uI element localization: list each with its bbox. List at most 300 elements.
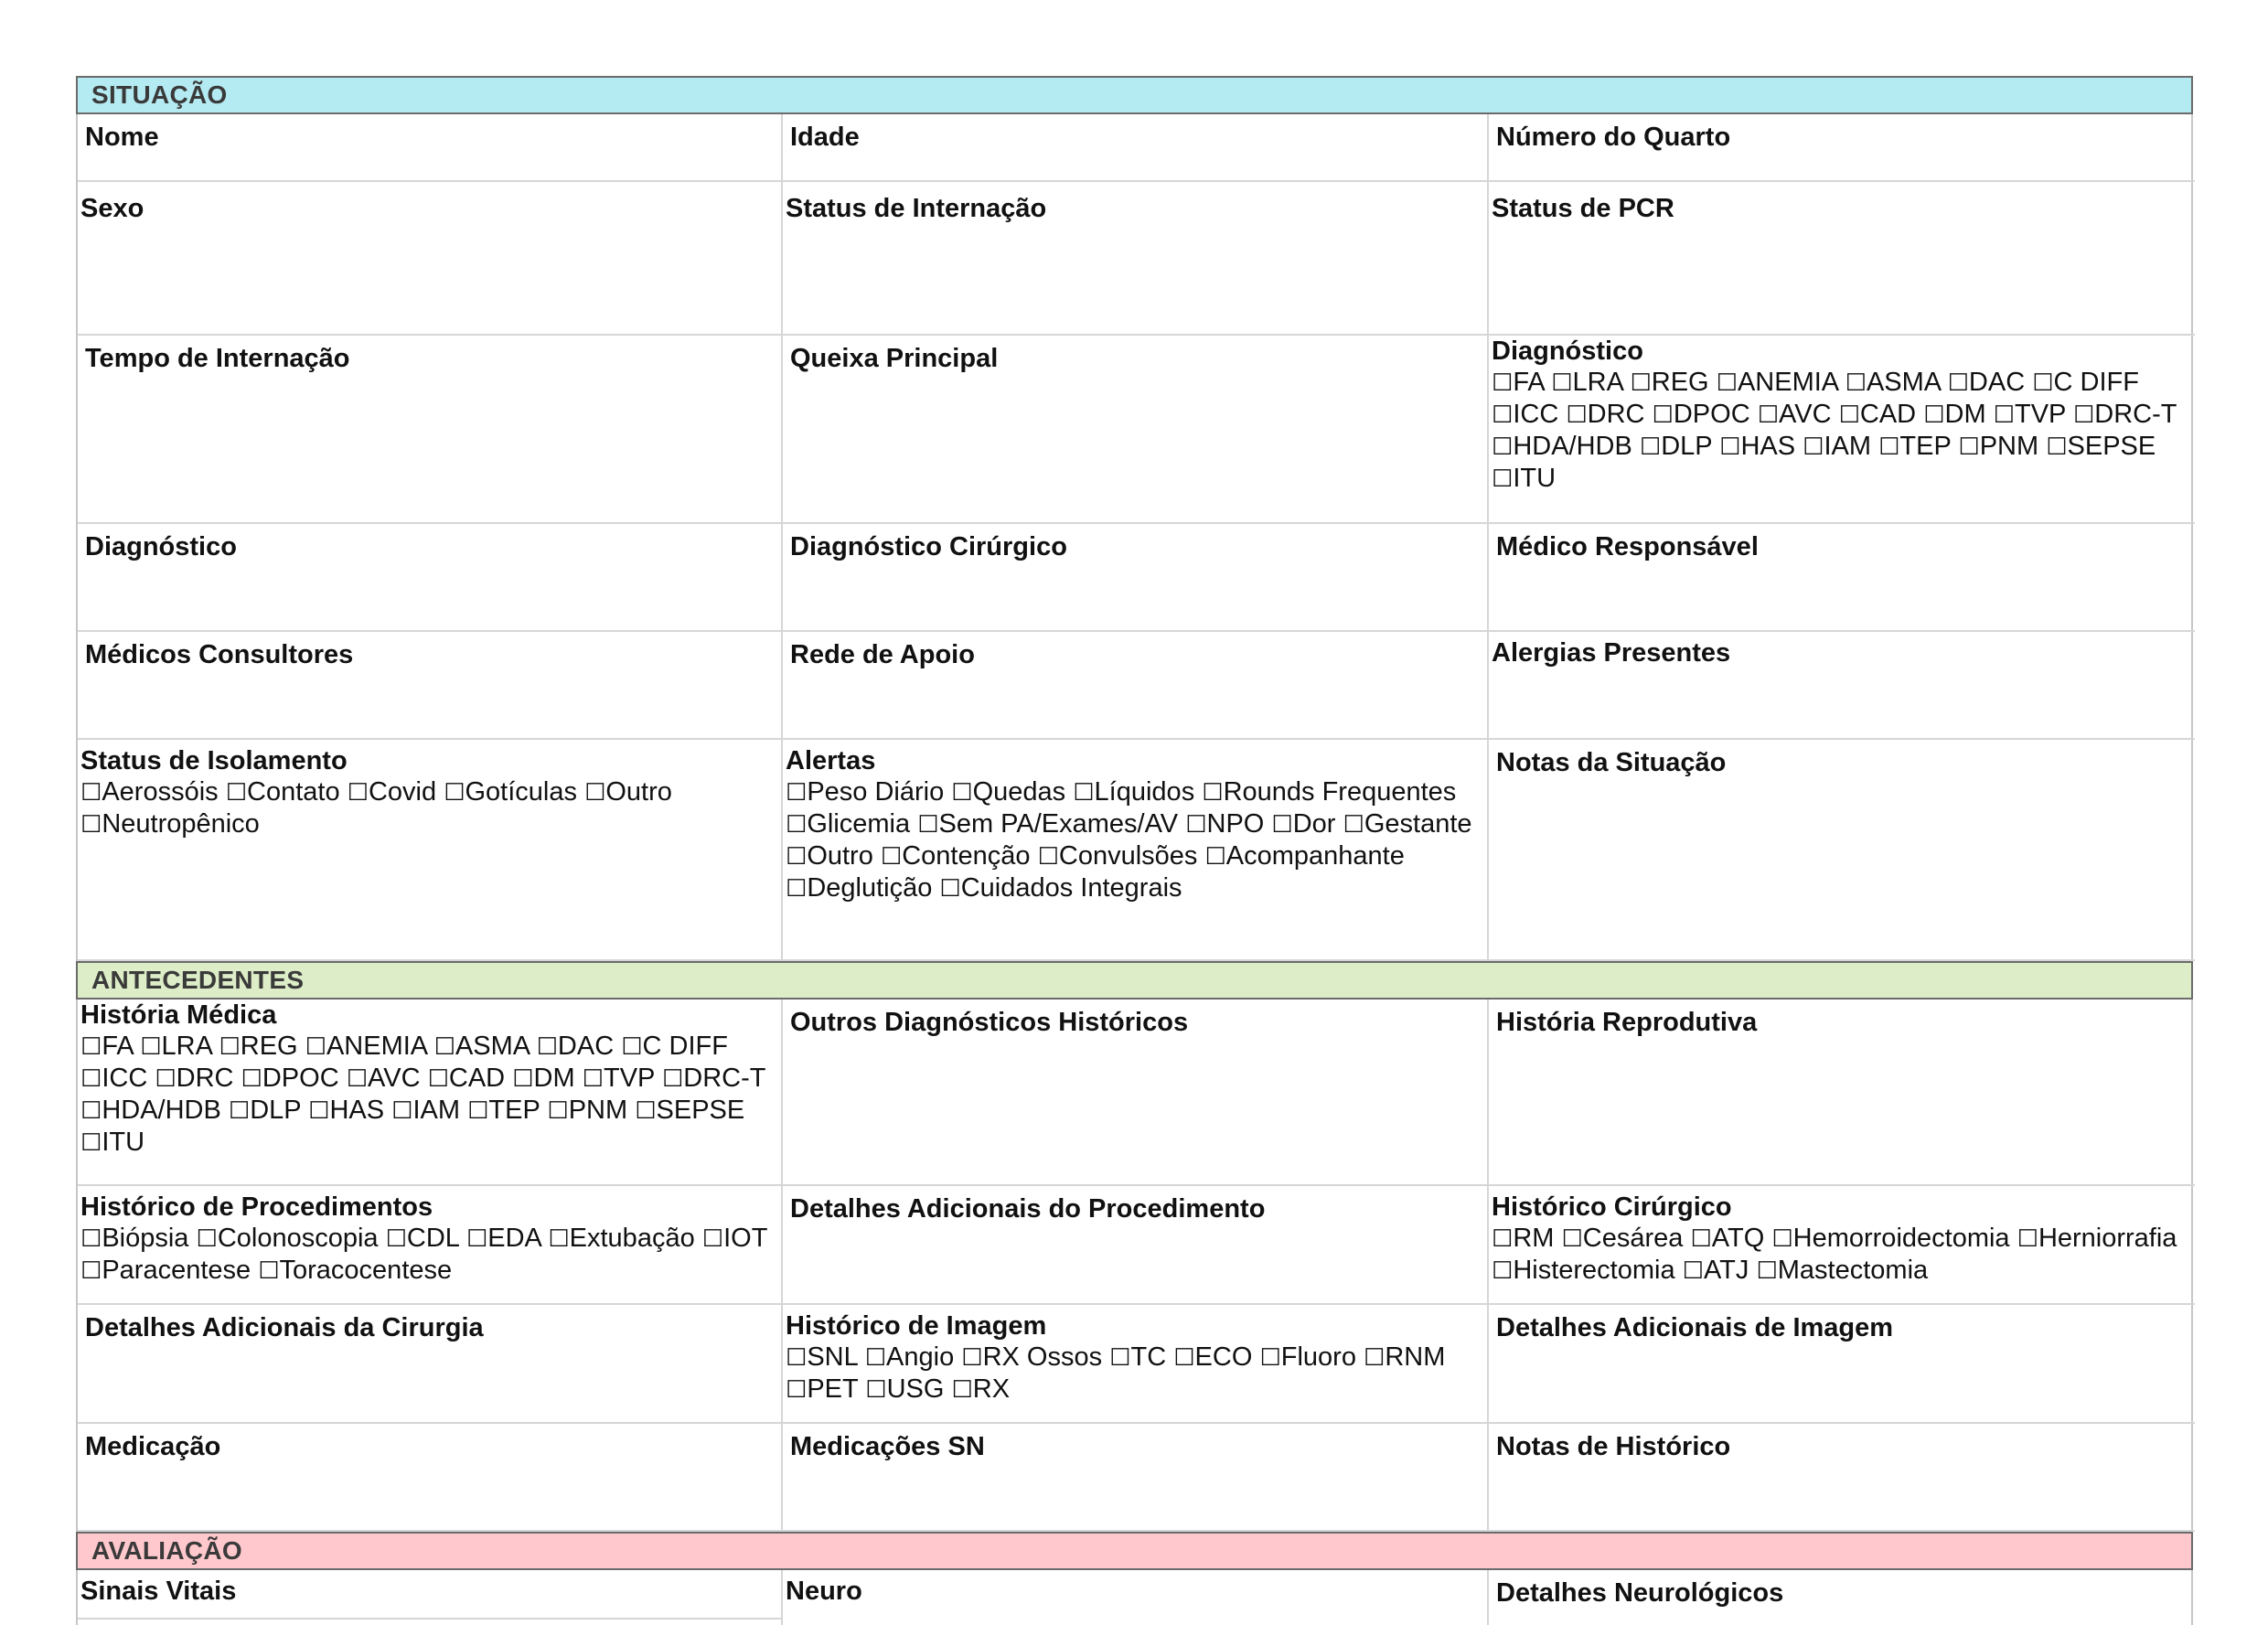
checkbox-option[interactable] <box>219 1032 297 1061</box>
section-antecedentes-header: ANTECEDENTES <box>76 961 2193 1000</box>
checkbox-icon[interactable]: ☐ <box>786 779 808 807</box>
checkbox-option[interactable] <box>2032 368 2139 397</box>
checkbox-icon[interactable]: ☐ <box>80 1097 102 1125</box>
checkbox-label: CAD <box>1859 400 1917 429</box>
label-notas-situacao: Notas da Situação <box>1496 748 1727 777</box>
checkbox-option[interactable] <box>786 841 873 871</box>
situacao-grid <box>76 114 2193 961</box>
checkbox-label: Convulsões <box>1058 841 1198 871</box>
checkbox-icon[interactable]: ☐ <box>346 1065 369 1093</box>
checkbox-icon[interactable]: ☐ <box>584 779 606 807</box>
checkbox-option[interactable] <box>951 1374 1010 1404</box>
checkbox-option[interactable] <box>140 1032 211 1061</box>
checkbox-option[interactable] <box>1185 809 1264 839</box>
checkbox-icon[interactable]: ☐ <box>1947 369 1969 397</box>
checkbox-icon[interactable]: ☐ <box>635 1097 657 1125</box>
checkbox-label: Toracocentese <box>279 1256 453 1285</box>
checkbox-icon[interactable]: ☐ <box>1561 1225 1583 1253</box>
label-cirurgico: Histórico Cirúrgico <box>1492 1192 1732 1222</box>
checkbox-label: LRA <box>1572 368 1623 397</box>
checkbox-label: Acompanhante <box>1225 841 1405 871</box>
checkbox-icon[interactable]: ☐ <box>1492 369 1514 397</box>
checkbox-option[interactable] <box>1073 777 1194 807</box>
checkbox-icon[interactable]: ☐ <box>228 1097 251 1125</box>
checkbox-icon[interactable]: ☐ <box>786 1376 808 1404</box>
checkbox-label: Aerossóis <box>102 777 219 807</box>
checkbox-label: IOT <box>723 1224 767 1253</box>
checkbox-icon[interactable]: ☐ <box>961 1344 983 1372</box>
label-sinais-vitais: Sinais Vitais <box>80 1577 237 1606</box>
checkbox-option[interactable] <box>2046 432 2156 461</box>
checkbox-option[interactable] <box>348 777 436 807</box>
checkbox-option[interactable] <box>1364 1342 1445 1372</box>
checkbox-icon[interactable]: ☐ <box>1037 843 1059 871</box>
checkbox-option[interactable] <box>583 1064 655 1093</box>
checkbox-icon[interactable]: ☐ <box>1838 401 1860 429</box>
checkbox-option[interactable] <box>1683 1256 1749 1285</box>
imagem-options <box>786 1342 1480 1406</box>
checkbox-icon[interactable]: ☐ <box>140 1033 162 1061</box>
checkbox-option[interactable] <box>229 1096 301 1125</box>
checkbox-icon[interactable]: ☐ <box>305 1033 326 1061</box>
checkbox-label: CDL <box>406 1224 459 1253</box>
label-med-sn: Medicações SN <box>790 1432 985 1461</box>
cell-idade[interactable] <box>783 114 1489 182</box>
checkbox-option[interactable] <box>951 777 1065 807</box>
checkbox-icon[interactable]: ☐ <box>1185 811 1207 839</box>
checkbox-option[interactable] <box>786 873 932 903</box>
checkbox-option[interactable] <box>1173 1342 1252 1372</box>
checkbox-option[interactable] <box>1109 1342 1166 1372</box>
checkbox-option[interactable] <box>80 1128 144 1157</box>
checkbox-option[interactable] <box>428 1064 506 1093</box>
checkbox-label: SNL <box>807 1342 858 1372</box>
checkbox-option[interactable] <box>512 1064 574 1093</box>
checkbox-icon[interactable]: ☐ <box>155 1065 177 1093</box>
cell-medicos-consult[interactable] <box>78 632 783 740</box>
checkbox-option[interactable] <box>881 841 1031 871</box>
checkbox-icon[interactable]: ☐ <box>1719 433 1741 461</box>
cell-proc-detalhes[interactable] <box>783 1186 1489 1305</box>
checkbox-label: ASMA <box>1866 368 1941 397</box>
checkbox-option[interactable] <box>702 1224 767 1253</box>
diagnostico-options <box>1492 367 2188 495</box>
checkbox-label: Glicemia <box>807 809 911 839</box>
checkbox-label: Peso Diário <box>807 777 945 807</box>
checkbox-icon[interactable]: ☐ <box>621 1033 643 1061</box>
checkbox-icon[interactable]: ☐ <box>1109 1344 1131 1372</box>
cell-outros-diag[interactable] <box>783 1000 1489 1186</box>
cell-cirurgico <box>1489 1186 2195 1305</box>
checkbox-label: LRA <box>161 1032 212 1061</box>
checkbox-option[interactable] <box>1994 400 2066 429</box>
checkbox-icon[interactable]: ☐ <box>1923 401 1945 429</box>
checkbox-label: Cesárea <box>1582 1224 1684 1253</box>
checkbox-option[interactable] <box>1566 400 1644 429</box>
cell-cir-detalhes[interactable] <box>78 1305 783 1424</box>
checkbox-icon[interactable]: ☐ <box>1630 369 1652 397</box>
checkbox-label: SEPSE <box>656 1096 745 1125</box>
checkbox-option[interactable] <box>939 873 1182 903</box>
checkbox-option[interactable] <box>241 1064 339 1093</box>
label-medicacao: Medicação <box>85 1432 221 1461</box>
checkbox-icon[interactable]: ☐ <box>786 811 808 839</box>
checkbox-option[interactable] <box>347 1064 421 1093</box>
checkbox-icon[interactable]: ☐ <box>786 875 808 903</box>
checkbox-option[interactable] <box>226 777 340 807</box>
checkbox-icon[interactable]: ☐ <box>1845 369 1867 397</box>
checkbox-label: Angio <box>886 1342 955 1372</box>
checkbox-option[interactable] <box>434 1032 530 1061</box>
checkbox-label: ASMA <box>455 1032 530 1061</box>
checkbox-label: USG <box>886 1374 945 1404</box>
checkbox-icon[interactable]: ☐ <box>786 1344 808 1372</box>
checkbox-label: TVP <box>603 1064 655 1093</box>
checkbox-option[interactable] <box>1803 432 1871 461</box>
checkbox-option[interactable] <box>1758 400 1832 429</box>
checkbox-label: Biópsia <box>102 1224 189 1253</box>
checkbox-label: TEP <box>1899 432 1952 461</box>
checkbox-icon[interactable]: ☐ <box>1639 433 1662 461</box>
checkbox-icon[interactable]: ☐ <box>582 1065 604 1093</box>
checkbox-label: Outro <box>807 841 873 871</box>
checkbox-label: Deglutição <box>807 873 933 903</box>
checkbox-icon[interactable]: ☐ <box>1690 1225 1712 1253</box>
checkbox-icon[interactable]: ☐ <box>219 1033 241 1061</box>
label-neuro: Neuro <box>786 1577 862 1606</box>
checkbox-option[interactable] <box>1551 368 1622 397</box>
checkbox-option[interactable] <box>1640 432 1712 461</box>
checkbox-option[interactable] <box>1948 368 2026 397</box>
checkbox-option[interactable] <box>1839 400 1917 429</box>
checkbox-option[interactable] <box>786 1374 858 1404</box>
checkbox-icon[interactable]: ☐ <box>865 1376 887 1404</box>
cell-alergias[interactable] <box>1489 632 2195 740</box>
label-cir-detalhes: Detalhes Adicionais da Cirurgia <box>85 1313 484 1342</box>
checkbox-icon[interactable]: ☐ <box>80 1129 102 1157</box>
checkbox-icon[interactable]: ☐ <box>444 779 465 807</box>
checkbox-icon[interactable]: ☐ <box>80 1257 102 1285</box>
cell-procedimentos <box>78 1186 783 1305</box>
checkbox-option[interactable] <box>80 809 260 839</box>
isolamento-options <box>80 776 774 840</box>
label-historia-medica: História Médica <box>80 1000 277 1030</box>
checkbox-label: AVC <box>368 1064 421 1093</box>
checkbox-label: ANEMIA <box>326 1032 427 1061</box>
label-medico-resp: Médico Responsável <box>1496 532 1759 561</box>
label-queixa: Queixa Principal <box>790 344 999 373</box>
checkbox-option[interactable] <box>548 1224 694 1253</box>
checkbox-icon[interactable]: ☐ <box>1716 369 1738 397</box>
checkbox-icon[interactable]: ☐ <box>951 1376 973 1404</box>
label-reprodutiva: História Reprodutiva <box>1496 1008 1758 1037</box>
checkbox-icon[interactable]: ☐ <box>241 1065 262 1093</box>
checkbox-icon[interactable]: ☐ <box>536 1033 558 1061</box>
checkbox-option[interactable] <box>1492 1224 1554 1253</box>
cell-nome[interactable] <box>78 114 783 182</box>
checkbox-icon[interactable]: ☐ <box>1271 811 1293 839</box>
checkbox-label: Cuidados Integrais <box>960 873 1182 903</box>
label-diag-cirurgico: Diagnóstico Cirúrgico <box>790 532 1067 561</box>
checkbox-icon[interactable]: ☐ <box>512 1065 534 1093</box>
checkbox-label: Líquidos <box>1094 777 1195 807</box>
cell-queixa[interactable] <box>783 336 1489 524</box>
checkbox-option[interactable] <box>865 1342 954 1372</box>
checkbox-option[interactable] <box>444 777 577 807</box>
checkbox-icon[interactable]: ☐ <box>225 779 248 807</box>
checkbox-option[interactable] <box>621 1032 728 1061</box>
checkbox-option[interactable] <box>80 1224 188 1253</box>
checkbox-option[interactable] <box>1204 841 1404 871</box>
checkbox-icon[interactable]: ☐ <box>1259 1344 1281 1372</box>
checkbox-label: DPOC <box>262 1064 339 1093</box>
cell-medicacao[interactable] <box>78 1424 783 1532</box>
checkbox-icon[interactable]: ☐ <box>2017 1225 2038 1253</box>
checkbox-label: ITU <box>102 1128 145 1157</box>
checkbox-icon[interactable]: ☐ <box>2072 401 2095 429</box>
checkbox-label: IAM <box>1824 432 1872 461</box>
cell-imagem <box>783 1305 1489 1424</box>
checkbox-icon[interactable]: ☐ <box>258 1257 280 1285</box>
checkbox-option[interactable] <box>1492 464 1556 493</box>
checkbox-icon[interactable]: ☐ <box>1958 433 1980 461</box>
checkbox-icon[interactable]: ☐ <box>80 811 102 839</box>
checkbox-label: TVP <box>2014 400 2066 429</box>
checkbox-icon[interactable]: ☐ <box>1756 1257 1778 1285</box>
checkbox-option[interactable] <box>1492 368 1544 397</box>
cell-status-pcr[interactable] <box>1489 182 2195 336</box>
checkbox-icon[interactable]: ☐ <box>427 1065 449 1093</box>
checkbox-option[interactable] <box>155 1064 233 1093</box>
checkbox-icon[interactable]: ☐ <box>196 1225 218 1253</box>
checkbox-option[interactable] <box>1771 1224 2009 1253</box>
checkbox-icon[interactable]: ☐ <box>701 1225 724 1253</box>
checkbox-option[interactable] <box>1259 1342 1356 1372</box>
checkbox-option[interactable] <box>80 1032 133 1061</box>
checkbox-option[interactable] <box>786 809 910 839</box>
cell-isolamento <box>78 740 783 961</box>
checkbox-option[interactable] <box>1561 1224 1683 1253</box>
checkbox-label: PET <box>807 1374 859 1404</box>
cell-notas-historico[interactable] <box>1489 1424 2195 1532</box>
checkbox-icon[interactable]: ☐ <box>939 875 961 903</box>
checkbox-option[interactable] <box>635 1096 744 1125</box>
checkbox-option[interactable] <box>1343 809 1472 839</box>
checkbox-icon[interactable]: ☐ <box>308 1097 330 1125</box>
checkbox-icon[interactable]: ☐ <box>786 843 808 871</box>
checkbox-option[interactable] <box>1653 400 1750 429</box>
checkbox-icon[interactable]: ☐ <box>1682 1257 1704 1285</box>
checkbox-option[interactable] <box>1492 432 1632 461</box>
checkbox-option[interactable] <box>1202 777 1456 807</box>
cell-quarto[interactable] <box>1489 114 2195 182</box>
checkbox-label: TC <box>1130 1342 1167 1372</box>
checkbox-icon[interactable]: ☐ <box>433 1033 455 1061</box>
checkbox-label: Outro <box>605 777 672 807</box>
checkbox-label: SEPSE <box>2067 432 2156 461</box>
checkbox-option[interactable] <box>1923 400 1985 429</box>
cell-medico-resp[interactable] <box>1489 524 2195 632</box>
checkbox-icon[interactable]: ☐ <box>1492 1225 1514 1253</box>
checkbox-label: Gestante <box>1364 809 1472 839</box>
checkbox-option[interactable] <box>1756 1256 1928 1285</box>
cell-diagnostico-opcoes <box>1489 336 2195 524</box>
checkbox-icon[interactable]: ☐ <box>548 1225 570 1253</box>
checkbox-option[interactable] <box>1492 1256 1675 1285</box>
checkbox-option[interactable] <box>662 1064 765 1093</box>
checkbox-option[interactable] <box>466 1224 540 1253</box>
cell-med-sn[interactable] <box>783 1424 1489 1532</box>
cirurgico-options <box>1492 1223 2188 1287</box>
checkbox-option[interactable] <box>467 1096 540 1125</box>
checkbox-option[interactable] <box>197 1224 379 1253</box>
checkbox-icon[interactable]: ☐ <box>80 1065 102 1093</box>
cell-img-detalhes[interactable] <box>1489 1305 2195 1424</box>
checkbox-icon[interactable]: ☐ <box>2032 369 2054 397</box>
checkbox-label: Covid <box>368 777 437 807</box>
checkbox-option[interactable] <box>1690 1224 1764 1253</box>
label-idade: Idade <box>790 123 860 152</box>
checkbox-icon[interactable]: ☐ <box>1566 401 1588 429</box>
checkbox-icon[interactable]: ☐ <box>1757 401 1780 429</box>
checkbox-label: REG <box>1651 368 1709 397</box>
checkbox-icon[interactable]: ☐ <box>661 1065 684 1093</box>
checkbox-label: IAM <box>412 1096 461 1125</box>
cell-status-internacao[interactable] <box>783 182 1489 336</box>
checkbox-option[interactable] <box>1845 368 1941 397</box>
label-quarto: Número do Quarto <box>1496 123 1731 152</box>
checkbox-icon[interactable]: ☐ <box>1993 401 2015 429</box>
cell-neuro-detalhes[interactable] <box>1489 1570 2195 1625</box>
checkbox-option[interactable] <box>2017 1224 2177 1253</box>
label-neuro-detalhes: Detalhes Neurológicos <box>1496 1578 1784 1608</box>
checkbox-icon[interactable]: ☐ <box>1492 433 1514 461</box>
cell-notas-situacao[interactable] <box>1489 740 2195 961</box>
checkbox-label: RM <box>1513 1224 1555 1253</box>
checkbox-option[interactable] <box>786 777 944 807</box>
checkbox-icon[interactable]: ☐ <box>1492 465 1514 493</box>
cell-diagnostico[interactable] <box>78 524 783 632</box>
procedimentos-options <box>80 1223 774 1287</box>
checkbox-icon[interactable]: ☐ <box>467 1097 489 1125</box>
checkbox-label: ECO <box>1194 1342 1253 1372</box>
checkbox-icon[interactable]: ☐ <box>1551 369 1573 397</box>
checkbox-option[interactable] <box>1878 432 1951 461</box>
checkbox-option[interactable] <box>1630 368 1708 397</box>
cell-alertas <box>783 740 1489 961</box>
checkbox-icon[interactable]: ☐ <box>80 1225 102 1253</box>
checkbox-icon[interactable]: ☐ <box>465 1225 488 1253</box>
checkbox-label: TEP <box>488 1096 540 1125</box>
checkbox-option[interactable] <box>1492 400 1558 429</box>
checkbox-option[interactable] <box>2073 400 2177 429</box>
checkbox-option[interactable] <box>80 1256 251 1285</box>
label-alertas: Alertas <box>786 746 876 775</box>
checkbox-option[interactable] <box>1717 368 1838 397</box>
checkbox-label: DPOC <box>1673 400 1750 429</box>
checkbox-icon[interactable]: ☐ <box>1492 1257 1514 1285</box>
checkbox-icon[interactable]: ☐ <box>864 1344 887 1372</box>
checkbox-label: EDA <box>487 1224 541 1253</box>
checkbox-option[interactable] <box>1271 809 1335 839</box>
checkbox-icon[interactable]: ☐ <box>880 843 903 871</box>
checkbox-option[interactable] <box>1958 432 2038 461</box>
checkbox-icon[interactable]: ☐ <box>1652 401 1674 429</box>
label-img-detalhes: Detalhes Adicionais de Imagem <box>1496 1313 1894 1342</box>
checkbox-option[interactable] <box>80 1064 147 1093</box>
checkbox-label: ATQ <box>1711 1224 1765 1253</box>
checkbox-icon[interactable]: ☐ <box>347 779 369 807</box>
checkbox-option[interactable] <box>584 777 672 807</box>
avaliacao-grid <box>76 1570 2193 1625</box>
checkbox-label: DLP <box>1661 432 1713 461</box>
checkbox-option[interactable] <box>80 1096 221 1125</box>
cell-diag-cirurgico[interactable] <box>783 524 1489 632</box>
checkbox-option[interactable] <box>786 1342 858 1372</box>
checkbox-label: HAS <box>1740 432 1796 461</box>
checkbox-option[interactable] <box>391 1096 460 1125</box>
checkbox-option[interactable] <box>80 777 219 807</box>
checkbox-label: Mastectomia <box>1777 1256 1929 1285</box>
checkbox-icon[interactable]: ☐ <box>1878 433 1900 461</box>
cell-reprodutiva[interactable] <box>1489 1000 2195 1186</box>
checkbox-icon[interactable]: ☐ <box>1343 811 1364 839</box>
checkbox-label: DM <box>533 1064 575 1093</box>
checkbox-option[interactable] <box>547 1096 627 1125</box>
cell-tempo-internacao[interactable] <box>78 336 783 524</box>
checkbox-label: DAC <box>1968 368 2026 397</box>
checkbox-option[interactable] <box>308 1096 384 1125</box>
checkbox-icon[interactable]: ☐ <box>547 1097 569 1125</box>
checkbox-icon[interactable]: ☐ <box>1173 1344 1195 1372</box>
checkbox-icon[interactable]: ☐ <box>80 779 102 807</box>
checkbox-option[interactable] <box>917 809 1178 839</box>
checkbox-option[interactable] <box>1038 841 1198 871</box>
checkbox-icon[interactable]: ☐ <box>1364 1344 1385 1372</box>
checkbox-option[interactable] <box>961 1342 1102 1372</box>
checkbox-icon[interactable]: ☐ <box>1492 401 1514 429</box>
checkbox-icon[interactable]: ☐ <box>80 1033 102 1061</box>
checkbox-option[interactable] <box>865 1374 944 1404</box>
cell-historia-medica <box>78 1000 783 1186</box>
checkbox-icon[interactable]: ☐ <box>1803 433 1824 461</box>
checkbox-icon[interactable]: ☐ <box>1771 1225 1793 1253</box>
checkbox-icon[interactable]: ☐ <box>917 811 939 839</box>
checkbox-icon[interactable]: ☐ <box>1204 843 1226 871</box>
checkbox-label: C DIFF <box>642 1032 728 1061</box>
checkbox-option[interactable] <box>1719 432 1795 461</box>
checkbox-icon[interactable]: ☐ <box>385 1225 407 1253</box>
checkbox-option[interactable] <box>537 1032 615 1061</box>
checkbox-icon[interactable]: ☐ <box>951 779 973 807</box>
label-medicos-consult: Médicos Consultores <box>85 640 354 669</box>
checkbox-label: Dor <box>1292 809 1336 839</box>
checkbox-label: HDA/HDB <box>1513 432 1632 461</box>
checkbox-icon[interactable]: ☐ <box>1073 779 1095 807</box>
checkbox-label: DRC <box>176 1064 234 1093</box>
label-tempo-internacao: Tempo de Internação <box>85 344 350 373</box>
checkbox-option[interactable] <box>386 1224 459 1253</box>
checkbox-option[interactable] <box>258 1256 452 1285</box>
checkbox-icon[interactable]: ☐ <box>2046 433 2068 461</box>
checkbox-label: Colonoscopia <box>217 1224 379 1253</box>
checkbox-label: PNM <box>568 1096 628 1125</box>
cell-sexo[interactable] <box>78 182 783 336</box>
cell-rede-apoio[interactable] <box>783 632 1489 740</box>
checkbox-option[interactable] <box>305 1032 427 1061</box>
checkbox-icon[interactable]: ☐ <box>391 1097 413 1125</box>
checkbox-icon[interactable]: ☐ <box>1202 779 1224 807</box>
